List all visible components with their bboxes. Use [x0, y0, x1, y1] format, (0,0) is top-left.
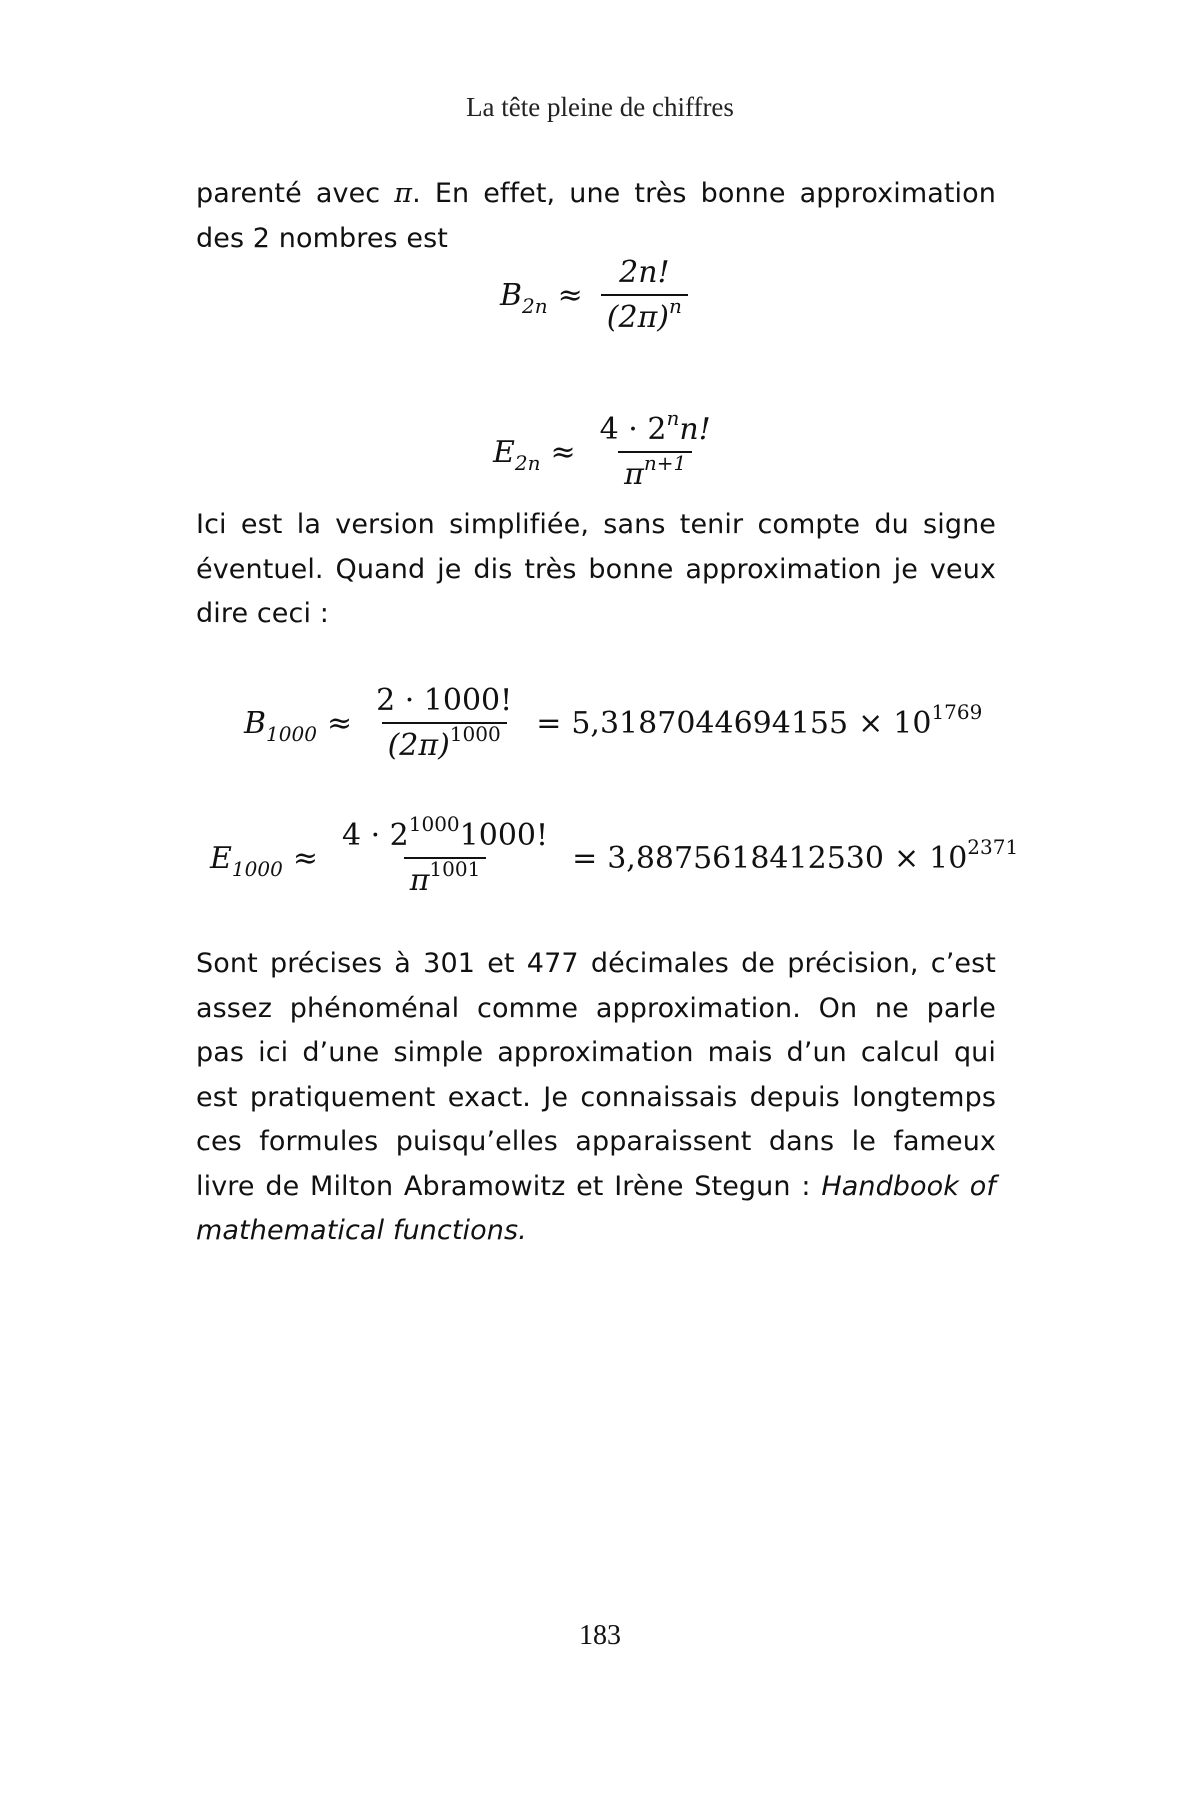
eq1-fraction [601, 255, 688, 335]
eq4-denominator: $\pi^{1001}$ [404, 857, 487, 898]
eq2-fraction [594, 406, 717, 492]
eq4-power: $10^{2371}$ [929, 834, 1019, 876]
intro-text-before: parenté avec [196, 178, 395, 209]
eq3-mantissa: 5,3187044694155 [571, 705, 849, 741]
intro-text-after: . En effet, une très bonne approximation des 2 nombres est [196, 178, 996, 254]
eq3-numerator: 2 · 1000! [376, 683, 513, 718]
equation-e1000 [210, 812, 1019, 898]
precision-text: Sont précises à 301 et 477 décimales de précision, c’est assez phénoménal comme approximation. On ne parle pas ici d’une simple approximation mais d’un calcul qui est pratiquement exact. Je connaissais depuis longtemps ces formules puisqu’elles apparaissent dans le fameux livre de Milton Abramowitz et Irène Stegun : [196, 948, 996, 1202]
eq4-numerator: $4 \cdot 2^{1000}1000$! [341, 812, 549, 853]
equation-b2n [500, 255, 696, 335]
intro-paragraph [196, 172, 996, 261]
eq3-equals: = [536, 705, 562, 741]
equation-e2n [493, 406, 725, 492]
paragraph-simplified-version: Ici est la version simplifiée, sans tenir compte du signe éventuel. Quand je dis très bonne approximation je veux dire ceci : [196, 509, 996, 629]
book-title: Handbook of mathematical functions [196, 1170, 997, 1246]
pi-symbol: π [394, 178, 413, 209]
eq3-fraction [370, 683, 518, 763]
page-number: 183 [579, 1620, 621, 1651]
eq3-times: × [858, 705, 884, 741]
eq3-lhs: $B_{1000}$ [244, 705, 317, 746]
eq1-denominator: $(2\pi)^n$ [601, 294, 688, 335]
eq2-numerator: $4 \cdot 2^nn$! [599, 406, 711, 447]
eq4-lhs: $E_{1000}$ [210, 840, 283, 881]
eq2-lhs: $E_{2n}$ [493, 434, 541, 475]
eq2-denominator: $\pi^{n+1}$ [618, 451, 692, 492]
eq3-denominator: $(2\pi)^{1000}$ [382, 722, 507, 763]
eq4-fraction [336, 812, 554, 898]
eq1-lhs: $B_{2n}$ [500, 277, 548, 318]
book-title-period: . [518, 1215, 527, 1246]
eq2-approx: ≈ [550, 434, 576, 470]
eq4-approx: ≈ [292, 840, 318, 876]
eq3-approx: ≈ [326, 705, 353, 741]
eq4-mantissa: 3,8875618412530 [607, 840, 884, 876]
paragraph-precision [196, 942, 996, 1254]
eq4-equals: = [572, 840, 598, 876]
eq1-approx: ≈ [557, 277, 583, 313]
eq3-power: $10^{1769}$ [893, 699, 983, 741]
eq4-times: × [893, 840, 920, 876]
eq1-numerator: 2n! [619, 255, 670, 290]
equation-b1000 [244, 683, 982, 763]
running-header: La tête pleine de chiffres [466, 92, 734, 122]
